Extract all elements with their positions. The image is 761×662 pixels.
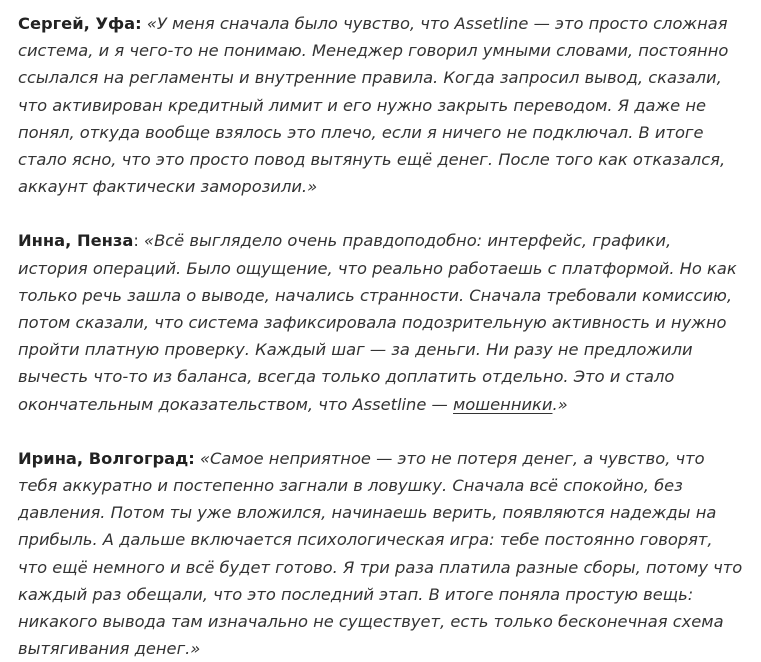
review-author: Сергей, Уфа: — [18, 14, 142, 33]
review-inna — [18, 227, 743, 417]
review-text-end: .» — [552, 394, 568, 414]
review-author-separator: : — [133, 231, 145, 251]
review-sergey — [18, 10, 743, 200]
review-author: Ирина, Волгоград: — [18, 448, 195, 468]
review-text: «Самое неприятное — это не потеря денег, а чувство, что тебя аккуратно и постепенно загнали в ловушку. Сначала всё спокойно, без давления. Потом ты уже вложился, начинаешь верить, появляются надежды на прибыль. А дальше включается психологическая игра: тебе постоянно говорят, что ещё немного и всё будет готово. Я три раза платила разные сборы, потому что каждый раз обещали, что это последний этап. В итоге поняла простую вещь: никакого вывода там изначально не существует, есть только бесконечная схема вытягивания денег.» — [18, 448, 743, 659]
review-text: «У меня сначала было чувство, что Assetline — это просто сложная система, и я чего-то не понимаю. Менеджер говорил умными словами, постоянно ссылался на регламенты и внутренние правила. Когда запросил вывод, сказали, что активирован кредитный лимит и его нужно закрыть переводом. Я даже не понял, откуда вообще взялось это плечо, если я ничего не подключал. В итоге стало ясно, что это просто повод вытянуть ещё денег. После того как отказался, аккаунт фактически заморозили.» — [18, 14, 729, 197]
review-text: «Всё выглядело очень правдоподобно: интерфейс, графики, история операций. Было ощущение, что реально работаешь с платформой. Но как только речь зашла о выводе, начались странности. Сначала требовали комиссию, потом сказали, что система зафиксировала подозрительную активность и нужно пройти платную проверку. Каждый шаг — за деньги. Ни разу не предложили вычесть что-то из баланса, всегда только доплатить отдельно. Это и стало окончательным доказательством, что Assetline — — [18, 231, 737, 414]
review-author: Инна, Пенза — [18, 231, 134, 251]
review-irina — [18, 445, 743, 662]
scammers-link[interactable]: мошенники — [453, 394, 553, 414]
